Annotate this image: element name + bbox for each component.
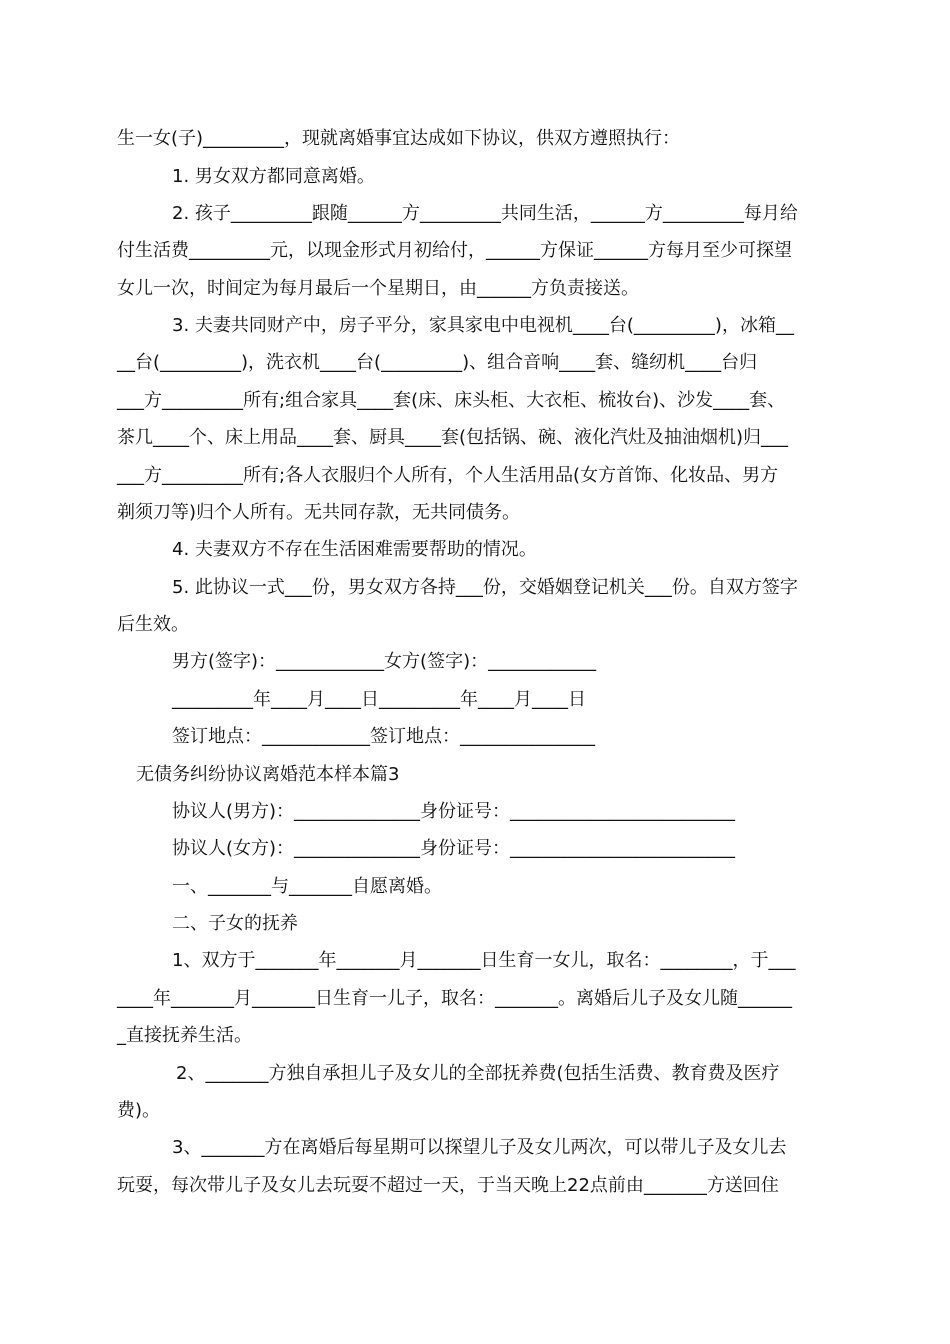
- text-line: 5. 此协议一式___份，男女双方各持___份，交婚姻登记机关___份。自双方签字: [172, 577, 798, 598]
- location-line: 签订地点：____________签订地点：_______________: [172, 726, 595, 747]
- text-line: 3. 夫妻共同财产中，房子平分，家具家电中电视机____台(_________)，冰箱__: [172, 315, 794, 336]
- date-line: _________年____月____日_________年____月____日: [172, 689, 586, 710]
- section-title: 无债务纠纷协议离婚范本样本篇3: [136, 764, 400, 785]
- text-line: 生一女(子)_________，现就离婚事宜达成如下协议，供双方遵照执行：: [117, 128, 681, 149]
- text-line: 1、双方于_______年_______月_______日生育一女儿，取名：________，于___: [172, 950, 796, 971]
- text-line: ___方_________所有;各人衣服归个人所有，个人生活用品(女方首饰、化妆品、男方: [117, 465, 779, 486]
- signature-line: 男方(签字)：____________女方(签字)：____________: [172, 651, 597, 672]
- text-line: 2. 孩子_________跟随______方_________共同生活，______方_________每月给: [172, 203, 798, 224]
- text-line: 3、_______方在离婚后每星期可以探望儿子及女儿两次，可以带儿子及女儿去: [172, 1137, 787, 1158]
- text-line: 女儿一次，时间定为每月最后一个星期日，由______方负责接送。: [117, 278, 639, 299]
- text-line: ____年_______月_______日生育一儿子，取名：_______。离婚后儿子及女儿随______: [117, 988, 792, 1009]
- text-line: __台(_________)，洗衣机____台(_________)、组合音响____套、缝纫机____台归: [117, 352, 758, 373]
- text-line: _直接抚养生活。: [117, 1025, 252, 1046]
- text-line: 剃须刀等)归个人所有。无共同存款，无共同债务。: [117, 502, 521, 523]
- party-line: 协议人(女方)：______________身份证号：_________________________: [172, 838, 736, 859]
- text-line: 玩耍，每次带儿子及女儿去玩耍不超过一天，于当天晚上22点前由_______方送回住: [117, 1175, 779, 1196]
- text-line: 一、_______与_______自愿离婚。: [172, 876, 442, 897]
- text-line: 4. 夫妻双方不存在生活困难需要帮助的情况。: [172, 539, 537, 560]
- text-line: ___方_________所有;组合家具____套(床、床头柜、大衣柜、梳妆台)、沙发____套、: [117, 390, 786, 411]
- text-line: 付生活费_________元，以现金形式月初给付，______方保证______方每月至少可探望: [117, 240, 792, 261]
- party-line: 协议人(男方)：______________身份证号：_________________________: [172, 801, 736, 822]
- text-line: 2、_______方独自承担儿子及女儿的全部抚养费(包括生活费、教育费及医疗: [176, 1063, 780, 1084]
- text-line: 茶几____个、床上用品____套、厨具____套(包括锅、碗、液化汽灶及抽油烟机)归___: [117, 427, 789, 448]
- section-heading: 二、子女的抚养: [172, 913, 298, 934]
- text-line: 1. 男女双方都同意离婚。: [172, 166, 375, 187]
- text-line: 后生效。: [117, 614, 189, 635]
- text-line: 费)。: [117, 1100, 161, 1121]
